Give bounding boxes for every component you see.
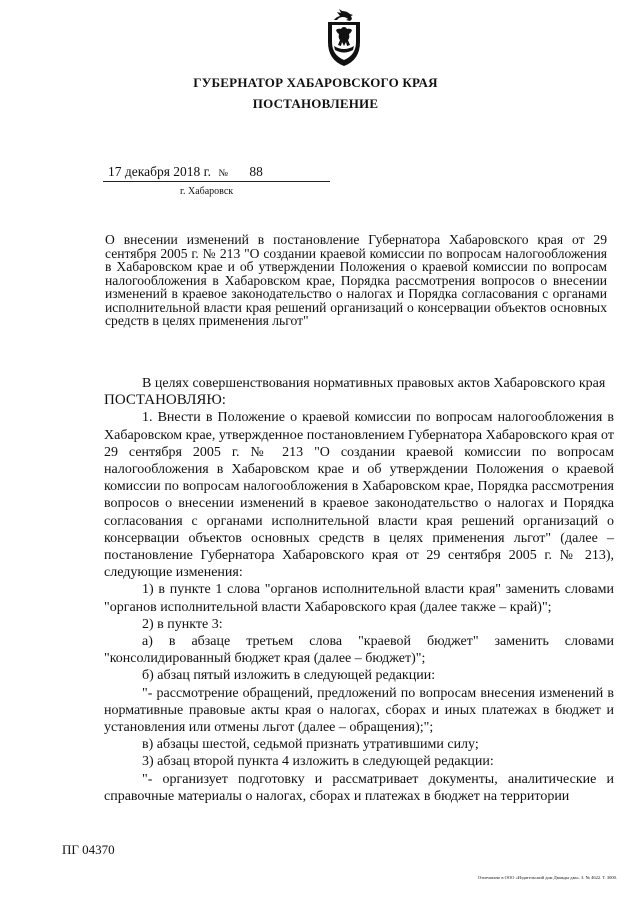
decree-word: ПОСТАНОВЛЯЮ:: [104, 392, 226, 409]
printer-note: Отпечатано в ООО «Издательский дом Дважды два». З. № 4622. Т. 3000.: [477, 875, 617, 880]
document-date-line: [108, 164, 263, 180]
paragraph: а) в абзаце третьем слова "краевой бюджет" заменить словами "консолидированный бюджет края (далее – бюджет)";: [104, 634, 614, 667]
number-label: №: [218, 168, 228, 179]
paragraph: 3) абзац второй пункта 4 изложить в следующей редакции:: [142, 754, 494, 770]
paragraph: 2) в пункте 3:: [142, 616, 223, 632]
document-city: г. Хабаровск: [180, 186, 234, 197]
coat-of-arms-icon: [322, 8, 366, 68]
paragraph: 1) в пункте 1 слова "органов исполнительной власти края" заменить словами "органов исполнительной власти Хабаровского края (далее также – край)";: [104, 582, 614, 615]
date-underline: [103, 181, 330, 182]
form-code: ПГ 04370: [62, 842, 115, 857]
paragraph: "- организует подготовку и рассматривает документы, аналитические и справочные материалы о налогах, сборах и платежах в бюджет на территории: [104, 771, 614, 804]
document-subject: О внесении изменений в постановление Губернатора Хабаровского края от 29 сентября 2005 г. № 213 "О создании краевой комиссии по вопросам налогообложения в Хабаровском крае и об утверждении Положения о краевой комиссии по вопросам налогообложения в Хабаровском крае, Порядка рассмотрения вопросов о внесении изменений в краевое законодательство о налогах и Порядка согласования с органами исполнительной власти края решений организаций о консервации объектов основных средств в целях применения льгот": [105, 232, 607, 328]
document-body: [104, 375, 614, 805]
document-number: 88: [249, 164, 263, 179]
preamble: В целях совершенствования нормативных правовых актов Хабаровского края: [142, 376, 606, 391]
document-date: 17 декабря 2018 г.: [108, 164, 212, 179]
paragraph: в) абзацы шестой, седьмой признать утратившими силу;: [142, 737, 479, 753]
governor-title: ГУБЕРНАТОР ХАБАРОВСКОГО КРАЯ: [193, 75, 438, 90]
paragraph: 1. Внести в Положение о краевой комиссии по вопросам налогообложения в Хабаровском крае, утвержденное постановлением Губернатора Хабаровского края от 29 сентября 2005 г. № 213 "О создании краевой комиссии по вопросам налогообложения в Хабаровском крае и об утверждении Положения о краевой комиссии по вопросам налогообложения в Хабаровском крае, Порядка рассмотрения вопросов о внесении изменений в краевое законодательство о налогах и Порядка согласования с органами исполнительной власти края решений организаций о консервации объектов основных средств в целях применения льгот" (далее – постановление Губернатора Хабаровского края от 29 сентября 2005 г. № 213), следующие изменения:: [104, 410, 614, 581]
document-type: ПОСТАНОВЛЕНИЕ: [252, 96, 379, 111]
paragraph: б) абзац пятый изложить в следующей редакции:: [142, 668, 436, 684]
paragraph: "- рассмотрение обращений, предложений по вопросам внесения изменений в нормативные правовые акты края о налогах, сборах и иных платежах в бюджет и установления или отмены льгот (далее – обращения);";: [104, 685, 614, 736]
